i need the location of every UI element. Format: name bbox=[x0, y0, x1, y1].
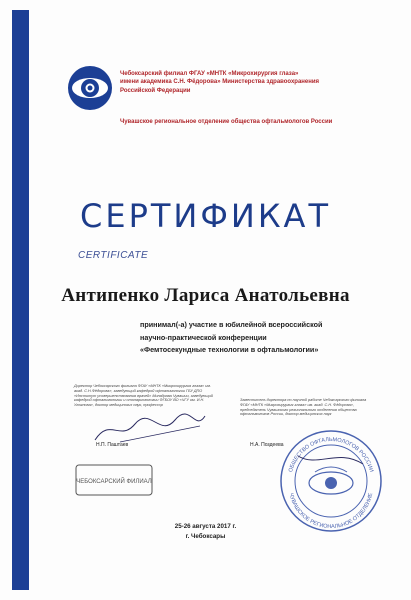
recipient-name: Антипенко Лариса Анатольевна bbox=[61, 285, 350, 306]
stamp-eye-icon bbox=[309, 467, 353, 494]
right-signer-name: Н.А. Поздеева bbox=[250, 442, 284, 448]
org-line-1: Чебоксарский филиал ФГАУ «МНТК «Микрохирургия глаза» bbox=[120, 71, 299, 77]
left-stamp bbox=[74, 463, 154, 497]
body-line-1: принимал(-а) участие в юбилейной всероссийской bbox=[140, 320, 323, 329]
right-stamp-top-text: ОБЩЕСТВО ОФТАЛЬМОЛОГОВ РОССИИ bbox=[288, 436, 374, 473]
right-stamp-bottom-text: ЧУВАШСКОЕ РЕГИОНАЛЬНОЕ ОТДЕЛЕНИЕ bbox=[287, 492, 375, 531]
left-signature bbox=[90, 412, 210, 446]
right-signer-position: Заместитель директора по научной работе Чебоксарского филиала ФГАУ «МНТК «Микрохирургия глаза» им. акад. С.Н. Фёдорова», председатель Чувашского регионального отделения общества офтальмологов России, доктор медицинских наук bbox=[240, 398, 367, 417]
right-stamp bbox=[278, 428, 384, 534]
body-line-2: научно-практической конференции bbox=[140, 333, 267, 342]
org-line-3: Российской Федерации bbox=[120, 88, 191, 94]
org-line-2: имени академика С.Н. Фёдорова» Министерства здравоохранения bbox=[120, 79, 320, 85]
certificate-subtitle: CERTIFICATE bbox=[78, 250, 149, 261]
event-city: г. Чебоксары bbox=[185, 533, 226, 540]
event-date: 25-26 августа 2017 г. bbox=[174, 523, 237, 530]
left-stamp-text: ЧЕБОКСАРСКИЙ ФИЛИАЛ bbox=[76, 479, 152, 485]
body-line-3: «Фемтосекундные технологии в офтальмологии» bbox=[140, 345, 319, 354]
left-signer-position: Директор Чебоксарского филиала ФГАУ «МНТК «Микрохирургия глаза» им. акад. С.Н.Фёдорова», заведующий кафедрой офтальмологии ГБУ ДПО «Институт усовершенствования врачей» Минздрава Чувашии, заведующий кафедрой офтальмологии и отоларингологии ФГБОУ ВО «ЧГУ им. И.Н. Ульянова», доктор медицинских наук, профессор bbox=[74, 384, 213, 408]
eye-logo-icon bbox=[66, 64, 114, 112]
regional-branch: Чувашское региональное отделение общества офтальмологов России bbox=[120, 119, 333, 125]
svg-text:ОБЩЕСТВО ОФТАЛЬМОЛОГОВ РОССИИ bbox=[288, 437, 374, 473]
certificate-title: СЕРТИФИКАТ bbox=[80, 197, 331, 235]
left-signer-name: Н.П. Паштаев bbox=[96, 442, 129, 448]
